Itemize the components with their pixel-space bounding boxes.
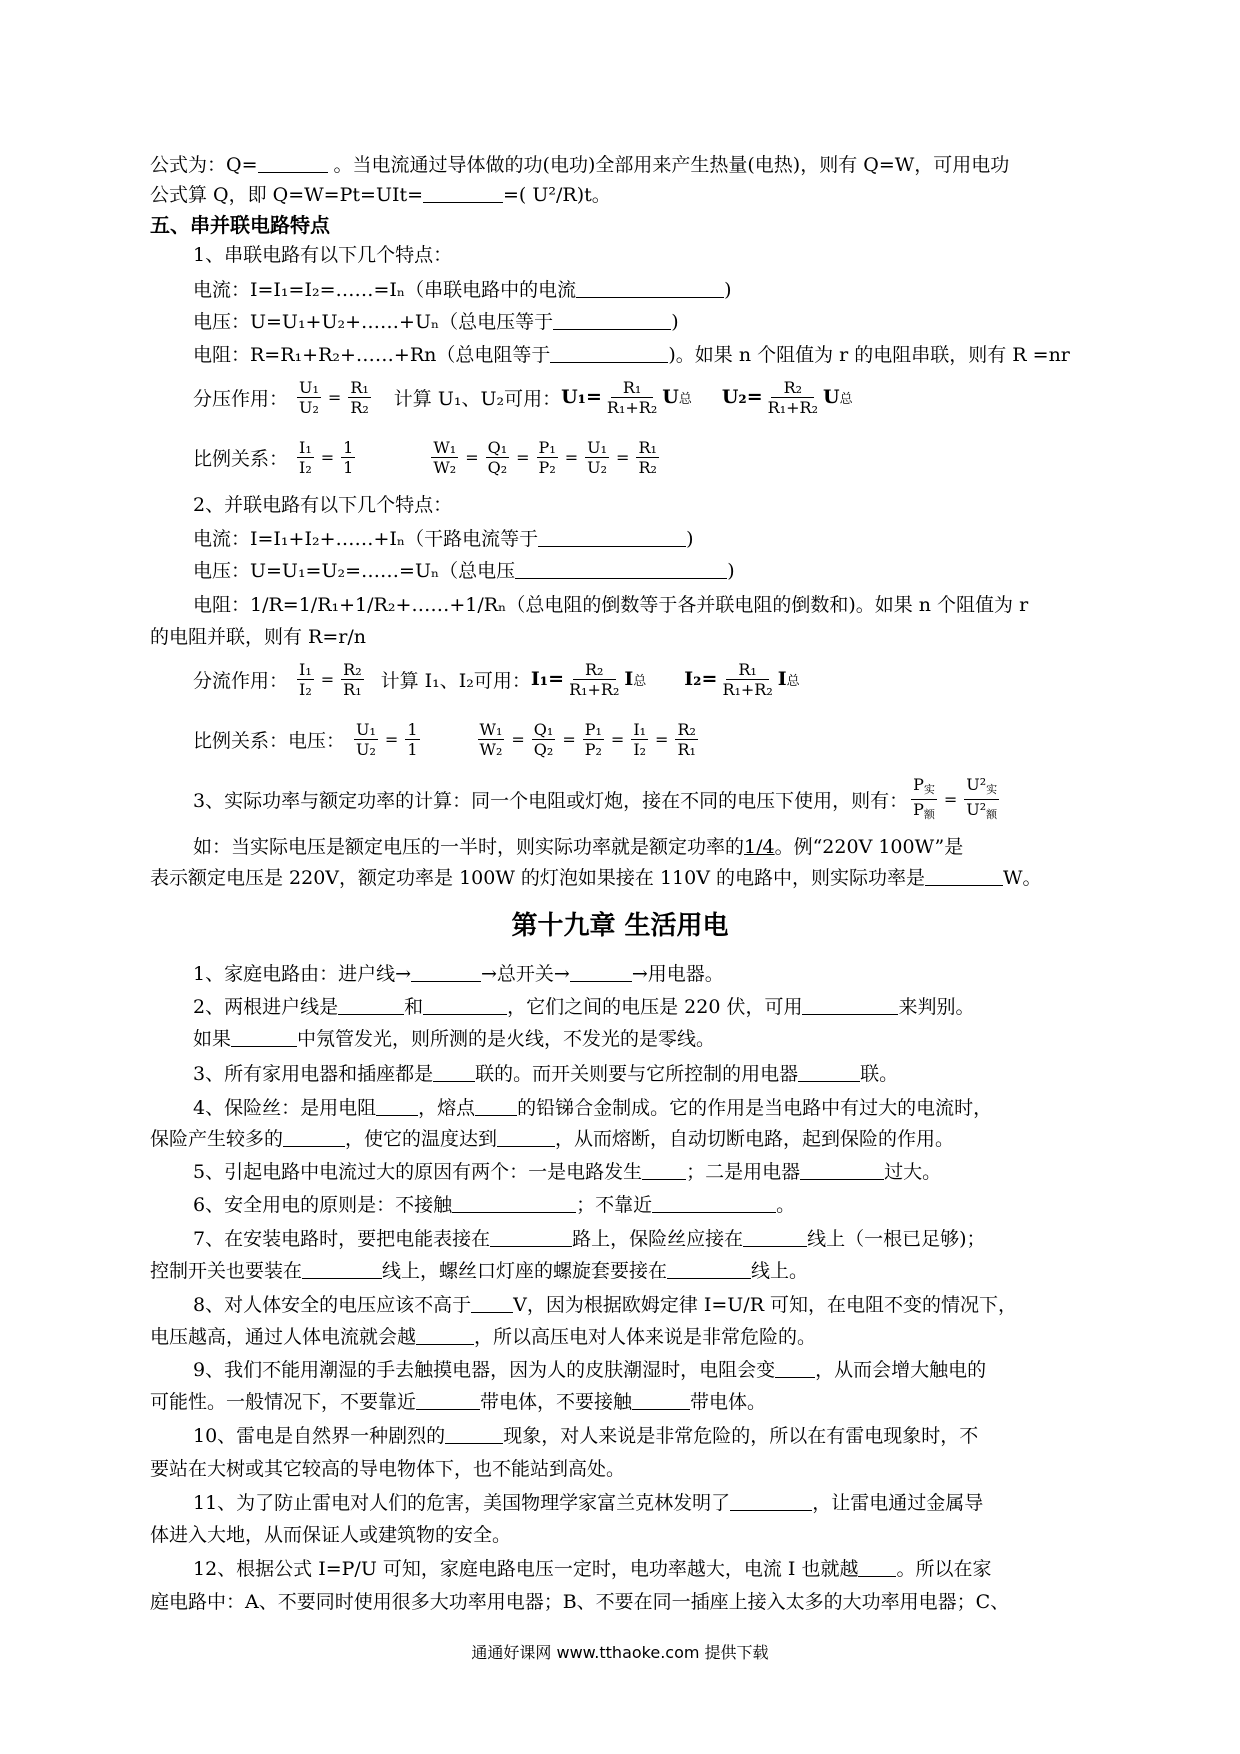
item-2-cont: 如果 中氖管发光，则所测的是火线，不发光的是零线。 — [193, 1028, 716, 1050]
parallel-title: 2、并联电路有以下几个特点： — [193, 494, 453, 516]
item-7-cont: 控制开关也要装在 线上，螺丝口灯座的螺旋套要接在 线上。 — [150, 1260, 809, 1282]
parallel-voltage: 电压：U=U₁=U₂=……=Uₙ（总电压 ) — [193, 560, 735, 582]
item-4-cont: 保险产生较多的 ，使它的温度达到 ，从而熔断，自动切断电路，起到保险的作用。 — [150, 1128, 955, 1150]
item-5: 5、引起电路中电流过大的原因有两个：一是电路发生 ；二是用电器 过大。 — [193, 1161, 942, 1183]
item-8-cont: 电压越高，通过人体电流就会越 ，所以高压电对人体来说是非常危险的。 — [150, 1326, 817, 1348]
item-2: 2、两根进户线是 和 ，它们之间的电压是 220 伏，可用 来判别。 — [193, 996, 975, 1018]
voltage-divider-row: 分压作用： $\frac{\text{U₁}}{\text{U₂}}$ = $\frac{\text{R₁}}{\text{R₂}}$ 计算 U₁、U₂可用： U₁= $\frac{\text{R₁}}{\text{R₁+R₂}}$ U 总 U₂= $\frac{\text{R₂}}{\text{R₁+R₂}}$ U 总 — [193, 377, 853, 417]
formula-line-1: 公式为：Q= 。当电流通过导体做的功(电功)全部用来产生热量(电热)，则有 Q=W，可用电功 — [150, 154, 1010, 176]
chapter-title: 第十九章 生活用电 — [511, 911, 729, 941]
series-title: 1、串联电路有以下几个特点： — [193, 244, 453, 266]
item-4: 4、保险丝：是用电阻 ，熔点 的铅锑合金制成。它的作用是当电路中有过大的电流时， — [193, 1097, 993, 1119]
parallel-ratio-row: 比例关系：电压： $\frac{\text{U₁}}{\text{U₂}}$ = $\frac{1}{1}$ $\frac{\text{W₁}}{\text{W₂}}$ = $\frac{\text{Q₁}}{\text{Q₂}}$ = $\frac{\text{P₁}}{\text{P₂}}$ = $\frac{\text{I₁}}{\text{I₂}}$ = $\frac{\text{R₂}}{\text{R₁}}$ — [193, 719, 696, 759]
section-heading: 五、串并联电路特点 — [150, 213, 330, 237]
series-resistance: 电阻：R=R₁+R₂+……+Rn（总电阻等于 )。如果 n 个阻值为 r 的电阻串联，则有 R =nr — [193, 344, 1070, 366]
item-12: 12、根据公式 I=P/U 可知，家庭电路电压一定时，电功率越大，电流 I 也就越 。所以在家 — [193, 1558, 992, 1580]
parallel-resistance-2: 的电阻并联，则有 R=r/n — [150, 626, 366, 648]
series-ratio-row: 比例关系： $\frac{\text{I₁}}{\text{I₂}}$ = $\frac{1}{1}$ $\frac{\text{W₁}}{\text{W₂}}$ = $\frac{\text{Q₁}}{\text{Q₂}}$ = $\frac{\text{P₁}}{\text{P₂}}$ = $\frac{\text{U₁}}{\text{U₂}}$ = $\frac{\text{R₁}}{\text{R₂}}$ — [193, 437, 657, 477]
item-3: 3、所有家用电器和插座都是 联的。而开关则要与它所控制的用电器 联。 — [193, 1063, 899, 1085]
item-8: 8、对人体安全的电压应该不高于 V，因为根据欧姆定律 I=U/R 可知，在电阻不变的情况下， — [193, 1294, 1018, 1316]
example-line-1: 如：当实际电压是额定电压的一半时，则实际功率就是额定功率的1/4。例“220V 100W”是 — [193, 836, 964, 858]
item-10-cont: 要站在大树或其它较高的导电物体下，也不能站到高处。 — [150, 1458, 626, 1480]
page-footer: 通通好课网 www.tthaoke.com 提供下载 — [471, 1643, 769, 1662]
item-10: 10、雷电是自然界一种剧烈的 现象，对人来说是非常危险的，所以在有雷电现象时，不 — [193, 1425, 979, 1447]
item-9-cont: 可能性。一般情况下，不要靠近 带电体，不要接触 带电体。 — [150, 1391, 767, 1413]
parallel-current: 电流：I=I₁+I₂+……+Iₙ（干路电流等于 ) — [193, 528, 694, 550]
series-voltage: 电压：U=U₁+U₂+……+Uₙ（总电压等于 ) — [193, 311, 679, 333]
item-1: 1、家庭电路由：进户线→ →总开关→ →用电器。 — [193, 963, 724, 985]
formula-line-2: 公式算 Q，即 Q=W=Pt=UIt= =( U²/R)t。 — [150, 184, 611, 206]
example-line-2: 表示额定电压是 220V，额定功率是 100W 的灯泡如果接在 110V 的电路中，则实际功率是 W。 — [150, 867, 1042, 889]
item-7: 7、在安装电路时，要把电能表接在 路上，保险丝应接在 线上（一根已足够)； — [193, 1228, 986, 1250]
item-9: 9、我们不能用潮湿的手去触摸电器，因为人的皮肤潮湿时，电阻会变 ，从而会增大触电的 — [193, 1359, 987, 1381]
current-divider-row: 分流作用： $\frac{\text{I₁}}{\text{I₂}}$ = $\frac{\text{R₂}}{\text{R₁}}$ 计算 I₁、I₂可用： I₁= $\frac{\text{R₂}}{\text{R₁+R₂}}$ I 总 I₂= $\frac{\text{R₁}}{\text{R₁+R₂}}$ I 总 — [193, 659, 800, 699]
power-line: 3、实际功率与额定功率的计算：同一个电阻或灯炮，接在不同的电压下使用，则有： $P_实$ $P_额$ = $U^2_实$ $U^2_额$ — [193, 774, 998, 821]
series-current: 电流：I=I₁=I₂=……=Iₙ（串联电路中的电流 ) — [193, 279, 732, 301]
item-6: 6、安全用电的原则是：不接触 ；不靠近 。 — [193, 1194, 796, 1216]
item-12-cont: 庭电路中：A、不要同时使用很多大功率用电器；B、不要在同一插座上接入太多的大功率用电器；C、 — [150, 1591, 1010, 1613]
parallel-resistance-1: 电阻：1/R=1/R₁+1/R₂+……+1/Rₙ（总电阻的倒数等于各并联电阻的倒数和)。如果 n 个阻值为 r — [193, 594, 1029, 616]
item-11: 11、为了防止雷电对人们的危害，美国物理学家富兰克林发明了 ，让雷电通过金属导 — [193, 1492, 984, 1514]
item-11-cont: 体进入大地，从而保证人或建筑物的安全。 — [150, 1524, 512, 1546]
